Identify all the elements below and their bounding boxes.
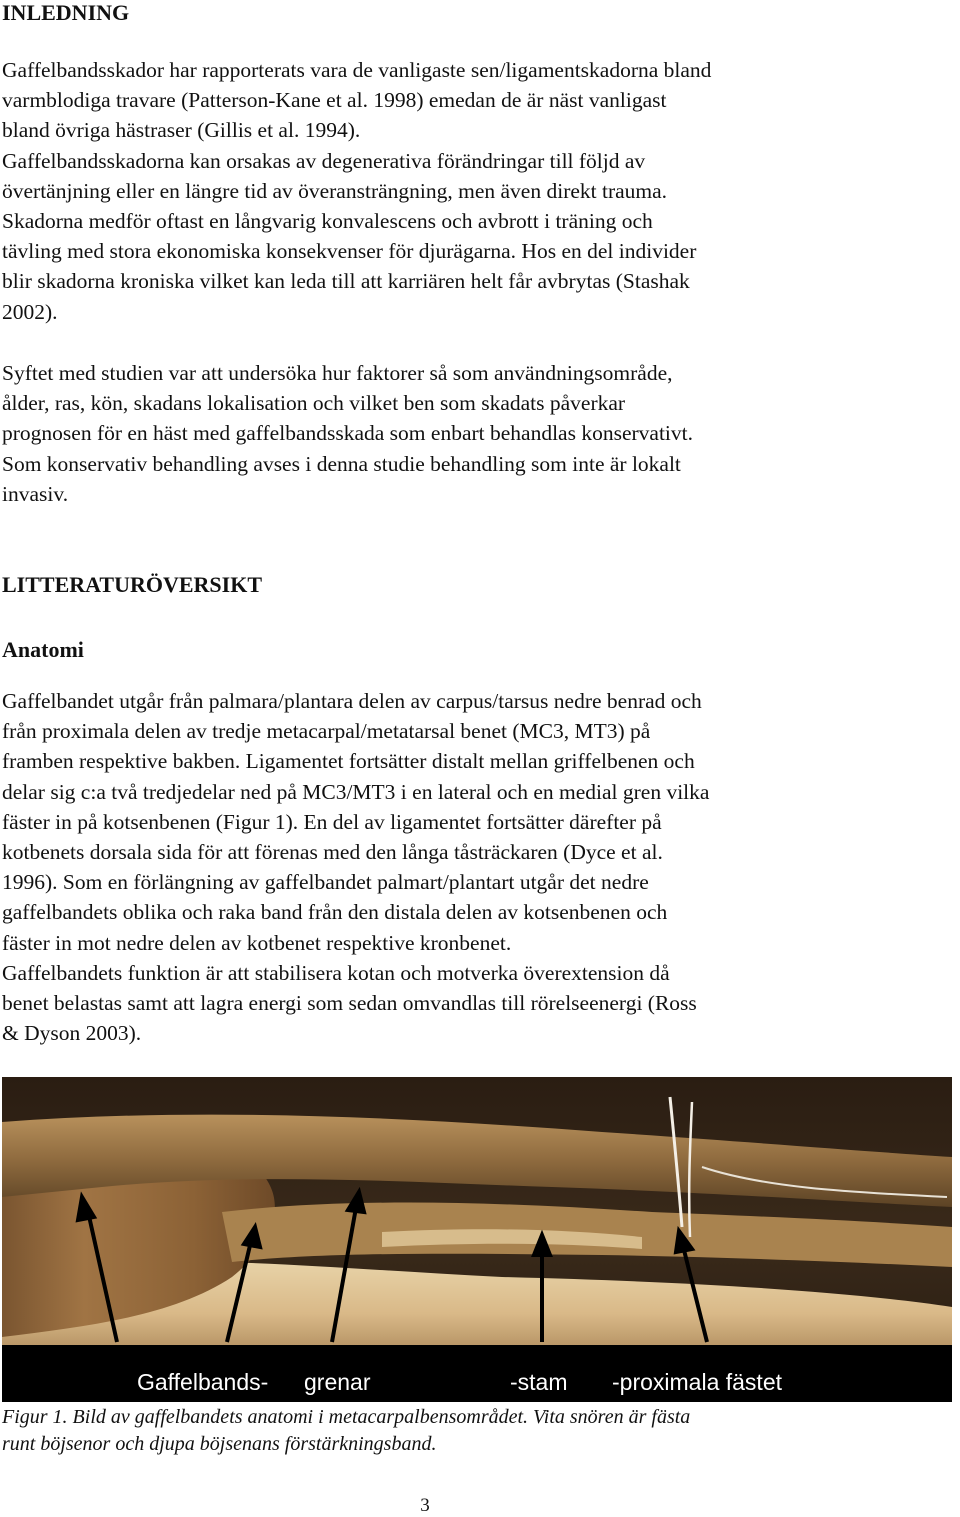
intro-paragraph-1 bbox=[2, 55, 952, 327]
text-line: 1996). Som en förlängning av gaffelbandet palmart/plantart utgår det nedre bbox=[2, 870, 649, 895]
text-line: bland övriga hästraser (Gillis et al. 1994). bbox=[2, 118, 361, 143]
label-grenar: grenar bbox=[304, 1369, 371, 1395]
text-line: tävling med stora ekonomiska konsekvenser för djurägarna. Hos en del individer bbox=[2, 239, 697, 264]
text-line: Gaffelbandsskadorna kan orsakas av degenerativa förändringar till följd av bbox=[2, 148, 646, 173]
caption-line: runt böjsenor och djupa böjsenans förstärkningsband. bbox=[2, 1433, 437, 1455]
text-line: från proximala delen av tredje metacarpal/metatarsal benet (MC3, MT3) på bbox=[2, 719, 651, 744]
text-line: Skadorna medför oftast en långvarig konvalescens och avbrott i träning och bbox=[2, 209, 653, 234]
text-line: Gaffelbandets funktion är att stabilisera kotan och motverka överextension då bbox=[2, 961, 670, 985]
text-line: ålder, ras, kön, skadans lokalisation och vilket ben som skadats påverkar bbox=[2, 391, 626, 416]
anatomy-photo bbox=[2, 1077, 952, 1402]
text-line: kotbenets dorsala sida för att förenas med den långa tåsträckaren (Dyce et al. bbox=[2, 840, 663, 865]
literature-heading: LITTERATURÖVERSIKT bbox=[2, 572, 262, 597]
text-line: 2002). bbox=[2, 299, 58, 324]
label-stam: -stam bbox=[510, 1369, 568, 1395]
text-line: benet belastas samt att lagra energi som sedan omvandlas till rörelseenergi (Ross bbox=[2, 991, 697, 1016]
text-line: prognosen för en häst med gaffelbandsskada som enbart behandlas konservativt. bbox=[2, 421, 693, 446]
text-line: fäster in mot nedre delen av kotbenet respektive kronbenet. bbox=[2, 930, 512, 955]
figure-caption bbox=[2, 1404, 952, 1458]
anatomy-subheading: Anatomi bbox=[2, 637, 84, 662]
anatomy-paragraph-1 bbox=[2, 686, 952, 958]
intro-paragraph-2 bbox=[2, 358, 952, 509]
text-line: övertänjning eller en längre tid av överansträngning, men även direkt trauma. bbox=[2, 178, 668, 203]
intro-heading: INLEDNING bbox=[2, 0, 130, 25]
text-line: fäster in på kotsenbenen (Figur 1). En del av ligamentet fortsätter därefter på bbox=[2, 809, 662, 834]
text-line: blir skadorna kroniska vilket kan leda till att karriären helt får avbrytas (Stashak bbox=[2, 269, 690, 294]
text-line: & Dyson 2003). bbox=[2, 1021, 142, 1046]
text-line: delar sig c:a två tredjedelar ned på MC3/MT3 i en lateral och en medial gren vilka bbox=[2, 779, 710, 804]
label-gaffelbands: Gaffelbands- bbox=[137, 1369, 269, 1395]
text-line: invasiv. bbox=[2, 481, 69, 506]
text-line: gaffelbandets oblika och raka band från den distala delen av kotsenbenen och bbox=[2, 900, 668, 925]
anatomy-paragraph-2 bbox=[2, 958, 952, 1049]
text-line: Syftet med studien var att undersöka hur faktorer så som användningsområde, bbox=[2, 361, 673, 385]
text-line: Gaffelbandsskador har rapporterats vara de vanligaste sen/ligamentskadorna bland bbox=[2, 58, 712, 82]
text-line: varmblodiga travare (Patterson-Kane et al. 1998) emedan de är näst vanligast bbox=[2, 88, 667, 113]
text-line: framben respektive bakben. Ligamentet fortsätter distalt mellan griffelbenen och bbox=[2, 749, 695, 774]
anatomy-photo-svg bbox=[2, 1077, 952, 1402]
label-proximala-fastet: -proximala fästet bbox=[612, 1369, 783, 1395]
text-line: Som konservativ behandling avses i denna studie behandling som inte är lokalt bbox=[2, 451, 681, 476]
caption-line: Figur 1. Bild av gaffelbandets anatomi i metacarpalbensområdet. Vita snören är fästa bbox=[2, 1406, 691, 1428]
text-line: Gaffelbandet utgår från palmara/plantara delen av carpus/tarsus nedre benrad och bbox=[2, 689, 702, 713]
page-number: 3 bbox=[420, 1495, 430, 1516]
